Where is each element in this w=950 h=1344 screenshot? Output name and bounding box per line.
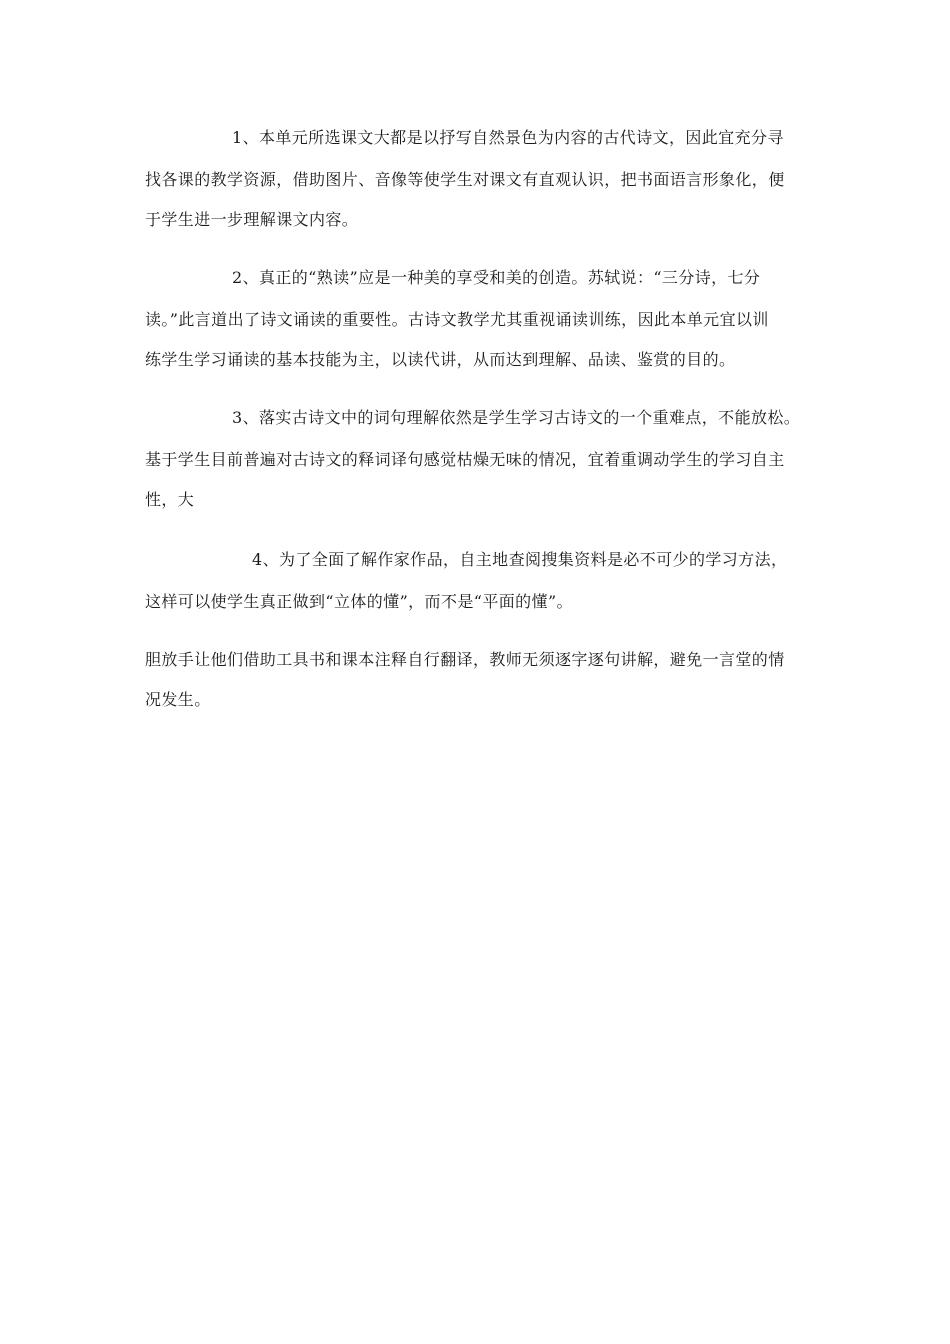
paragraph-1-line-2: 找各课的教学资源，借助图片、音像等使学生对课文有直观认识，把书面语言形象化，便 [145,170,785,189]
paragraph-2-line-2: 读。”此言道出了诗文诵读的重要性。古诗文教学尤其重视诵读训练，因此本单元宜以训 [145,310,769,329]
paragraph-4-line-1: 4、为了全面了解作家作品，自主地查阅搜集资料是必不可少的学习方法， [252,550,788,569]
paragraph-1-line-3: 于学生进一步理解课文内容。 [145,210,359,229]
paragraph-3-line-3: 性，大 [145,490,195,509]
paragraph-3-line-1: 3、落实古诗文中的词句理解依然是学生学习古诗文的一个重难点，不能放松。 [232,408,801,427]
paragraph-2-line-1: 2、真正的“熟读”应是一种美的享受和美的创造。苏轼说：“三分诗，七分 [232,268,761,287]
paragraph-2-line-3: 练学生学习诵读的基本技能为主，以读代讲，从而达到理解、品读、鉴赏的目的。 [145,350,736,369]
paragraph-3-line-2: 基于学生目前普遍对古诗文的释词译句感觉枯燥无味的情况，宜着重调动学生的学习自主 [145,450,785,469]
paragraph-4-line-2: 这样可以使学生真正做到“立体的懂”，而不是“平面的懂”。 [145,592,573,611]
paragraph-5-line-1: 胆放手让他们借助工具书和课本注释自行翻译，教师无须逐字逐句讲解，避免一言堂的情 [145,650,785,669]
paragraph-1-line-1: 1、本单元所选课文大都是以抒写自然景色为内容的古代诗文，因此宜充分寻 [232,128,784,147]
paragraph-5-line-2: 况发生。 [145,690,211,709]
